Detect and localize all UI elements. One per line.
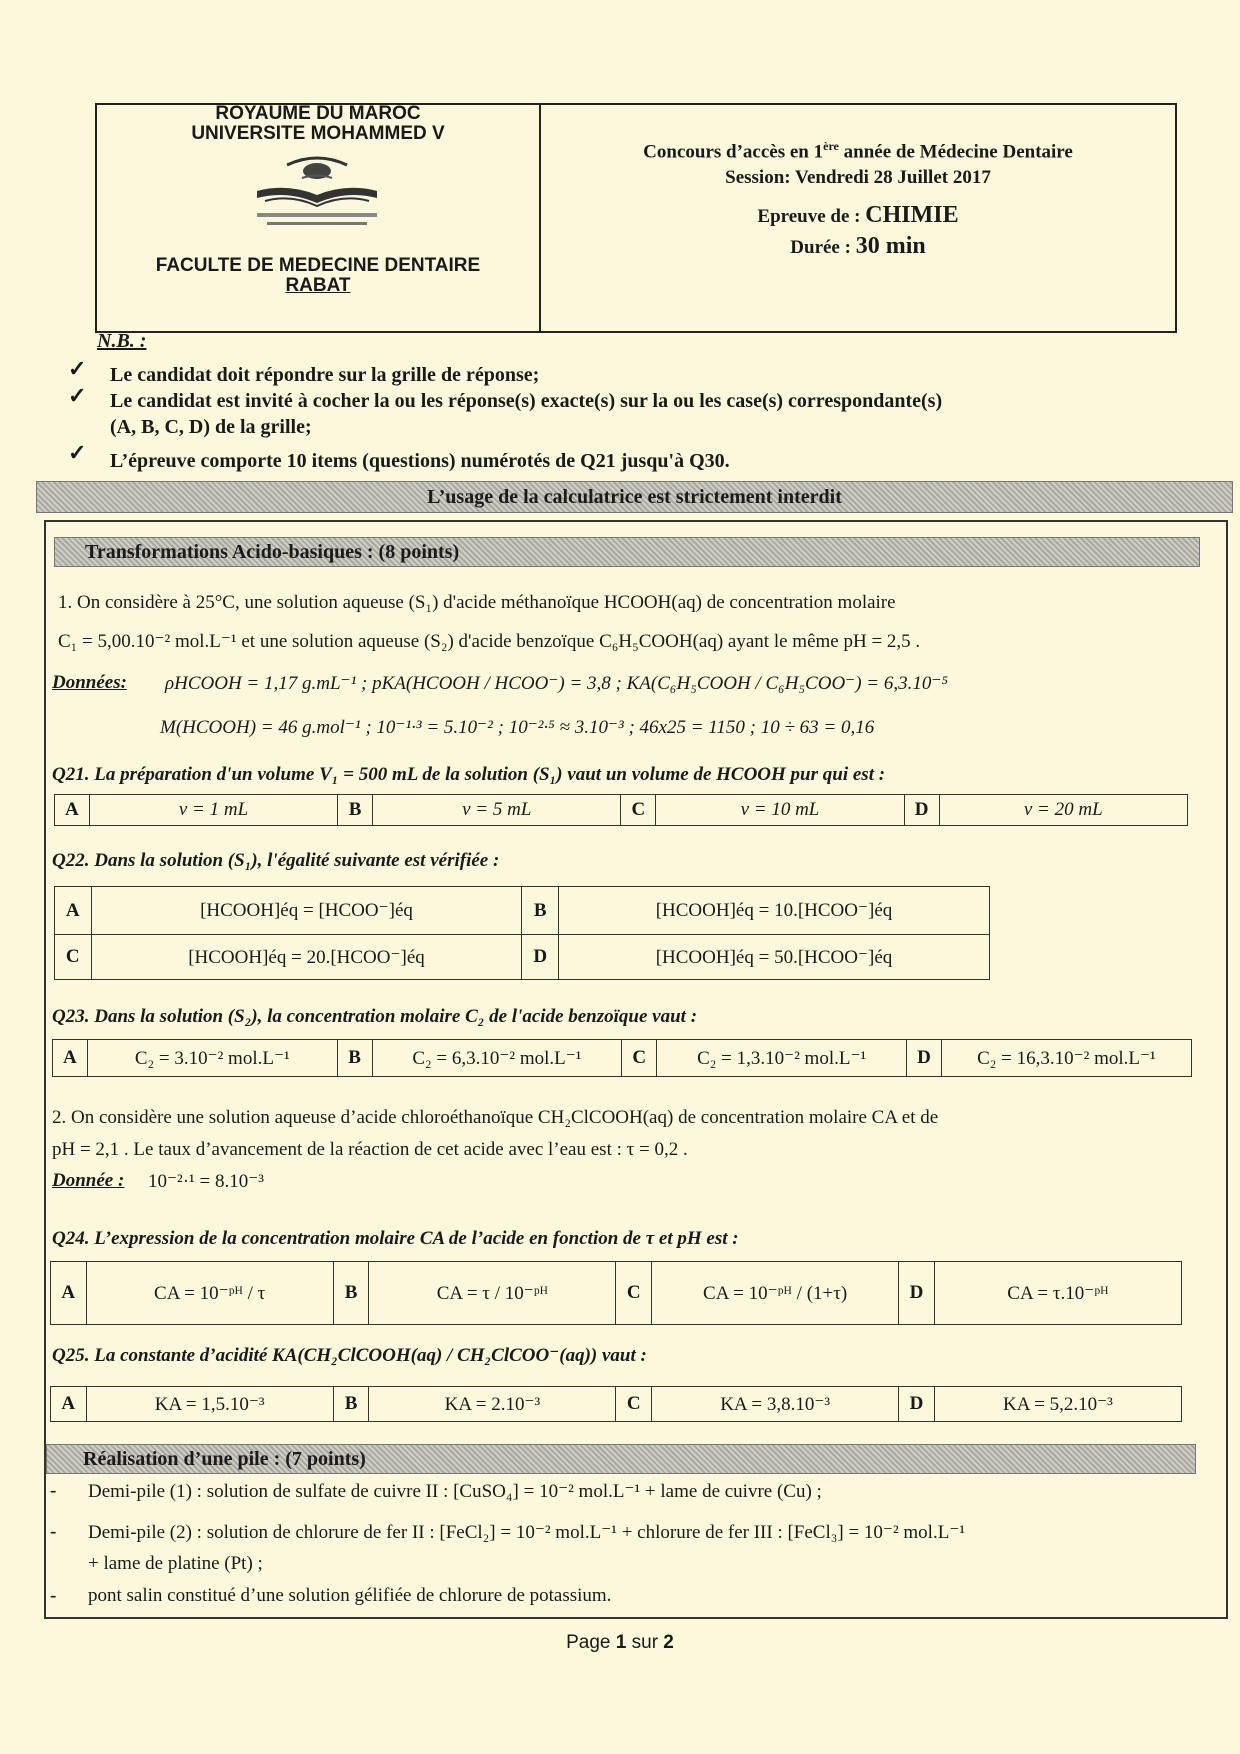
- q22-choice-a[interactable]: [HCOOH]éq = [HCOO⁻]éq: [91, 887, 522, 935]
- q23-choice-d-letter[interactable]: D: [907, 1040, 942, 1077]
- donnees-line-2: M(HCOOH) = 46 g.mol⁻¹ ; 10⁻¹·³ = 5.10⁻² ; 10⁻²·⁵ ≈ 3.10⁻³ ; 46x25 = 1150 ; 10 ÷ 63 = 0,16: [160, 717, 875, 738]
- q23-choice-c[interactable]: C₂ = 1,3.10⁻² mol.L⁻¹: [657, 1040, 907, 1077]
- q21-choice-a[interactable]: v = 1 mL: [89, 795, 337, 826]
- pile-item-1: Demi-pile (1) : solution de sulfate de cuivre II : [CuSO₄] = 10⁻² mol.L⁻¹ + lame de cuivre (Cu) ;: [88, 1481, 822, 1502]
- donnee-label: Donnée :: [52, 1170, 125, 1191]
- q23-choice-a[interactable]: C₂ = 3.10⁻² mol.L⁻¹: [87, 1040, 337, 1077]
- q24-choice-c[interactable]: CA = 10⁻ᵖᴴ / (1+τ): [652, 1262, 899, 1325]
- page-footer: Page 1 sur 2: [566, 1632, 674, 1653]
- faculty-name: FACULTE DE MEDECINE DENTAIRE: [155, 255, 481, 276]
- check-icon: ✓: [68, 383, 87, 408]
- q25-choice-b-letter[interactable]: B: [333, 1387, 369, 1422]
- q24-choice-b-letter[interactable]: B: [333, 1262, 369, 1325]
- q21-prompt: Q21. La préparation d'un volume V₁ = 500 mL de la solution (S₁) vaut un volume de HCOOH pur qui est :: [52, 764, 886, 785]
- q22-prompt: Q22. Dans la solution (S₁), l'égalité suivante est vérifiée :: [52, 850, 500, 871]
- q23-choice-d[interactable]: C₂ = 16,3.10⁻² mol.L⁻¹: [941, 1040, 1191, 1077]
- nb-item-2-cont: (A, B, C, D) de la grille;: [110, 416, 312, 438]
- q25-choice-d[interactable]: KA = 5,2.10⁻³: [934, 1387, 1181, 1422]
- q22-choice-b-letter[interactable]: B: [522, 887, 559, 935]
- donnee-value: 10⁻²·¹ = 8.10⁻³: [148, 1171, 264, 1192]
- q23-choice-b[interactable]: C₂ = 6,3.10⁻² mol.L⁻¹: [372, 1040, 622, 1077]
- q22-choice-c-letter[interactable]: C: [55, 935, 92, 980]
- duree-line: Durée : 30 min: [790, 233, 926, 259]
- nb-title: N.B. :: [97, 330, 147, 352]
- bullet-dash: -: [50, 1521, 57, 1542]
- exam-header: [95, 103, 1177, 333]
- faculty-logo: [247, 143, 387, 233]
- q25-choice-a-letter[interactable]: A: [51, 1387, 87, 1422]
- calculator-banner: L’usage de la calculatrice est strictement interdit: [36, 481, 1233, 513]
- bullet-dash: -: [50, 1585, 57, 1606]
- donnees-label: Données:: [52, 672, 127, 693]
- q23-prompt: Q23. Dans la solution (S₂), la concentration molaire C₂ de l'acide benzoïque vaut :: [52, 1006, 698, 1027]
- q22-answers: [54, 886, 990, 980]
- q21-choice-d[interactable]: v = 20 mL: [939, 795, 1188, 826]
- intro-line-2: C₁ = 5,00.10⁻² mol.L⁻¹ et une solution aqueuse (S₂) d'acide benzoïque C₆H₅COOH(aq) ayant le même pH = 2,5 .: [58, 631, 921, 652]
- nb-item-3: L’épreuve comporte 10 items (questions) numérotés de Q21 jusqu'à Q30.: [110, 450, 730, 472]
- q23-answers: [52, 1039, 1192, 1077]
- q25-answers: [50, 1386, 1182, 1422]
- q25-choice-a[interactable]: KA = 1,5.10⁻³: [86, 1387, 333, 1422]
- q21-choice-d-letter[interactable]: D: [904, 795, 939, 826]
- donnees-line-1: ρHCOOH = 1,17 g.mL⁻¹ ; pKA(HCOOH / HCOO⁻) = 3,8 ; KA(C₆H₅COOH / C₆H₅COO⁻) = 6,3.10⁻⁵: [165, 673, 948, 694]
- section2-title: Réalisation d’une pile : (7 points): [46, 1444, 1196, 1474]
- q23-choice-a-letter[interactable]: A: [53, 1040, 88, 1077]
- q23-choice-b-letter[interactable]: B: [337, 1040, 372, 1077]
- q22-choice-d-letter[interactable]: D: [522, 935, 559, 980]
- q21-choice-c[interactable]: v = 10 mL: [656, 795, 904, 826]
- q24-choice-d-letter[interactable]: D: [899, 1262, 935, 1325]
- university-label: UNIVERSITE MOHAMMED V: [191, 123, 445, 144]
- q25-choice-c-letter[interactable]: C: [616, 1387, 652, 1422]
- q25-choice-d-letter[interactable]: D: [899, 1387, 935, 1422]
- section1-title: Transformations Acido-basiques : (8 points): [54, 537, 1200, 567]
- pile-item-2-cont: + lame de platine (Pt) ;: [88, 1553, 263, 1574]
- q24-prompt: Q24. L’expression de la concentration molaire CA de l’acide en fonction de τ et pH est :: [52, 1228, 739, 1249]
- q25-choice-c[interactable]: KA = 3,8.10⁻³: [652, 1387, 899, 1422]
- bullet-dash: -: [50, 1480, 57, 1501]
- q21-choice-a-letter[interactable]: A: [55, 795, 90, 826]
- nb-item-2: Le candidat est invité à cocher la ou les réponse(s) exacte(s) sur la ou les case(s) correspondante(s): [110, 390, 943, 412]
- q23-choice-c-letter[interactable]: C: [622, 1040, 657, 1077]
- q24-answers: [50, 1261, 1182, 1325]
- q24-choice-b[interactable]: CA = τ / 10⁻ᵖᴴ: [369, 1262, 616, 1325]
- q24-choice-d[interactable]: CA = τ.10⁻ᵖᴴ: [934, 1262, 1181, 1325]
- q22-choice-d[interactable]: [HCOOH]éq = 50.[HCOO⁻]éq: [559, 935, 990, 980]
- q22-choice-b[interactable]: [HCOOH]éq = 10.[HCOO⁻]éq: [559, 887, 990, 935]
- q25-prompt: Q25. La constante d’acidité KA(CH₂ClCOOH(aq) / CH₂ClCOO⁻(aq)) vaut :: [52, 1345, 647, 1366]
- q25-choice-b[interactable]: KA = 2.10⁻³: [369, 1387, 616, 1422]
- q22-choice-c[interactable]: [HCOOH]éq = 20.[HCOO⁻]éq: [91, 935, 522, 980]
- header-right-panel: [541, 105, 1175, 331]
- q24-choice-a-letter[interactable]: A: [51, 1262, 87, 1325]
- intro-line-4: pH = 2,1 . Le taux d’avancement de la réaction de cet acide avec l’eau est : τ = 0,2 .: [52, 1139, 688, 1160]
- check-icon: ✓: [68, 440, 87, 465]
- session-label: Session: Vendredi 28 Juillet 2017: [725, 167, 991, 188]
- pile-item-3: pont salin constitué d’une solution gélifiée de chlorure de potassium.: [88, 1585, 612, 1606]
- q24-choice-a[interactable]: CA = 10⁻ᵖᴴ / τ: [86, 1262, 333, 1325]
- q24-choice-c-letter[interactable]: C: [616, 1262, 652, 1325]
- q21-choice-b[interactable]: v = 5 mL: [373, 795, 621, 826]
- concours-title: Concours d’accès en 1ère année de Médecine Dentaire: [643, 139, 1073, 163]
- check-icon: ✓: [68, 356, 87, 381]
- city-label: RABAT: [285, 275, 351, 296]
- kingdom-label: ROYAUME DU MAROC: [215, 103, 421, 124]
- q21-answers: [54, 794, 1188, 826]
- q21-choice-c-letter[interactable]: C: [621, 795, 656, 826]
- intro-line-3: 2. On considère une solution aqueuse d’acide chloroéthanoïque CH₂ClCOOH(aq) de concentration molaire CA et de: [52, 1107, 939, 1128]
- q21-choice-b-letter[interactable]: B: [338, 795, 373, 826]
- pile-item-2: Demi-pile (2) : solution de chlorure de fer II : [FeCl₂] = 10⁻² mol.L⁻¹ + chlorure de fer III : [FeCl₃] = 10⁻² mol.L⁻¹: [88, 1522, 966, 1543]
- epreuve-line: Epreuve de : CHIMIE: [757, 202, 959, 228]
- nb-item-1: Le candidat doit répondre sur la grille de réponse;: [110, 364, 540, 386]
- intro-line-1: 1. On considère à 25°C, une solution aqueuse (S₁) d'acide méthanoïque HCOOH(aq) de concentration molaire: [58, 592, 896, 613]
- q22-choice-a-letter[interactable]: A: [55, 887, 92, 935]
- header-left-panel: [97, 105, 541, 331]
